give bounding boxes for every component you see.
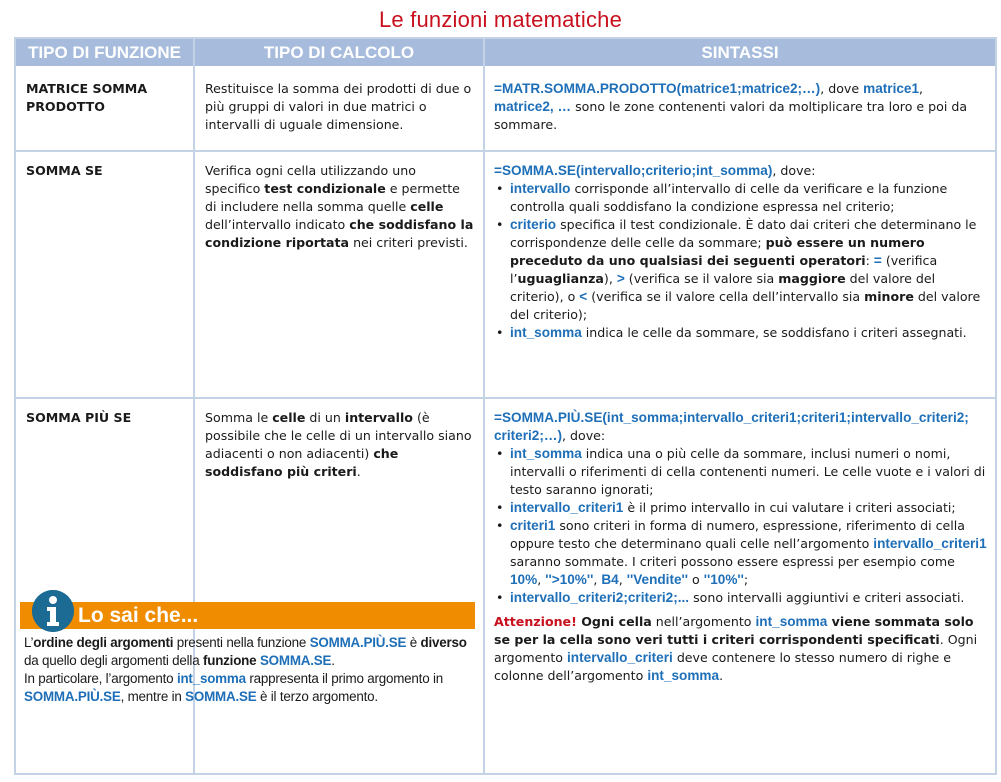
text: e permette di includere nella somma quelle — [205, 181, 460, 214]
argument-list — [494, 445, 989, 607]
syntax-cell — [494, 80, 989, 134]
formula: =SOMMA.PIÙ.SE(int_somma;intervallo_criteri1;criteri1;intervallo_criteri2; criteri2;…) — [494, 410, 969, 443]
emphasis: minore — [864, 289, 914, 304]
text: . — [331, 653, 335, 668]
list-item — [494, 499, 989, 517]
example: ''>10%'' — [545, 572, 594, 587]
function-ref: SOMMA.PIÙ.SE — [24, 689, 121, 704]
text: , — [618, 572, 627, 587]
row-divider — [16, 150, 995, 152]
text: ; — [743, 572, 749, 587]
argument: criterio — [510, 217, 557, 232]
example: 10% — [510, 572, 538, 587]
text: . — [719, 668, 724, 683]
text: , — [593, 572, 602, 587]
warning-label: Attenzione! — [494, 614, 577, 629]
argument: intervallo_criteri — [567, 650, 673, 665]
emphasis: che soddisfano la condizione riportata — [205, 217, 474, 250]
text: Somma le — [205, 410, 273, 425]
text: (è possibile che le celle di un intervallo siano adiacenti o non adiacenti) — [205, 410, 472, 461]
formula: =SOMMA.SE(intervallo;criterio;int_somma) — [494, 163, 773, 178]
list-item — [494, 589, 989, 607]
syntax-cell — [494, 162, 989, 342]
example: ''Vendite'' — [626, 572, 689, 587]
text: corrisponde all’intervallo di celle da verificare e la funzione controlla quali soddisfano la condizione espressa nel criterio; — [510, 181, 948, 214]
text: da quello degli argomenti della — [24, 653, 203, 668]
text: indica le celle da sommare, se soddisfano i criteri assegnati. — [581, 325, 967, 340]
text: dell’intervallo indicato — [205, 217, 350, 232]
table-header — [16, 39, 995, 66]
emphasis: viene sommata solo se per la cella sono veri tutti i criteri corrispondenti specificati — [494, 614, 974, 647]
list-item — [494, 180, 989, 216]
emphasis: maggiore — [778, 271, 846, 286]
emphasis: uguaglianza — [517, 271, 604, 286]
text: del valore del criterio), o — [510, 271, 936, 304]
text: nell’argomento — [651, 614, 756, 629]
info-icon — [32, 590, 74, 632]
emphasis: Ogni cella — [576, 614, 652, 629]
text: (verifica se il valore cella dell’intervallo sia — [587, 289, 865, 304]
text: deve contenere lo stesso numero di righe e colonne dell’argomento — [494, 650, 951, 683]
argument: int_somma — [510, 325, 582, 340]
text: sono criteri in forma di numero, espressione, riferimento di cella oppure testo che determinano quali celle nell’argomento — [510, 518, 966, 551]
text: è — [406, 635, 421, 650]
text: indica una o più celle da sommare, inclusi numeri o nomi, intervalli o riferimenti di cella contenenti numeri. Le celle vuote e i valori di testo saranno ignorati; — [510, 446, 986, 497]
text: è il primo intervallo in cui valutare i criteri associati; — [623, 500, 956, 515]
emphasis: può essere un numero preceduto da uno qualsiasi dei seguenti operatori — [510, 235, 925, 268]
emphasis: ordine degli argomenti — [33, 635, 174, 650]
argument: intervallo_criteri2;criteri2;... — [510, 590, 690, 605]
operator: > — [616, 271, 625, 286]
header-syntax: SINTASSI — [701, 43, 779, 62]
calculation-cell — [205, 409, 475, 481]
text: In particolare, l’argomento — [24, 671, 177, 686]
function-type-cell: SOMMA PIÙ SE — [26, 410, 132, 425]
text: , — [537, 572, 546, 587]
text: saranno sommate. I criteri possono essere espressi per esempio come — [510, 554, 955, 569]
argument: matrice1 — [863, 81, 920, 96]
emphasis: celle — [410, 199, 444, 214]
formula: =MATR.SOMMA.PRODOTTO(matrice1;matrice2;…) — [494, 81, 821, 96]
callout-paragraph — [24, 670, 476, 706]
text: L’ — [24, 635, 34, 650]
argument: matrice2, … — [494, 99, 572, 114]
argument: int_somma — [647, 668, 720, 683]
list-item — [494, 445, 989, 499]
emphasis: funzione — [202, 653, 257, 668]
text: , dove: — [772, 163, 816, 178]
emphasis: diverso — [420, 635, 467, 650]
header-function-type: TIPO DI FUNZIONE — [28, 43, 181, 62]
argument-list — [494, 180, 989, 342]
argument: intervallo — [510, 181, 571, 196]
syntax-cell — [494, 409, 989, 685]
calculation-cell: Restituisce la somma dei prodotti di due o più gruppi di valori in due matrici o intervalli di uguale dimensione. — [205, 81, 472, 132]
text: . Ogni argomento — [494, 632, 978, 665]
function-type-cell: MATRICE SOMMA PRODOTTO — [26, 81, 148, 114]
function-type-cell: SOMMA SE — [26, 163, 103, 178]
argument: intervallo_criteri1 — [873, 536, 987, 551]
text: Verifica ogni cella utilizzando uno specifico — [205, 163, 416, 196]
text: , dove: — [562, 428, 606, 443]
header-calculation-type: TIPO DI CALCOLO — [263, 43, 415, 62]
text: (verifica l’ — [510, 253, 938, 286]
text: sono le zone contenenti valori da moltiplicare tra loro e poi da sommare. — [494, 99, 968, 132]
list-item — [494, 517, 989, 589]
example: B4 — [601, 572, 619, 587]
text: , mentre in — [120, 689, 186, 704]
emphasis: celle — [272, 410, 306, 425]
text: di un — [305, 410, 345, 425]
argument: int_somma — [510, 446, 582, 461]
callout-body — [24, 634, 476, 706]
text: presenti nella funzione — [173, 635, 310, 650]
text: o — [688, 572, 704, 587]
warning-note — [494, 613, 989, 685]
emphasis: test condizionale — [264, 181, 386, 196]
text: : — [865, 253, 874, 268]
text: , dove — [820, 81, 864, 96]
text: (verifica se il valore sia — [624, 271, 779, 286]
text: specifica il test condizionale. È dato dai criteri che determinano le corrispondenze delle celle da sommare; — [510, 217, 977, 250]
emphasis: intervallo — [344, 410, 413, 425]
argument: int_somma — [755, 614, 828, 629]
text: sono intervalli aggiuntivi e criteri associati. — [689, 590, 965, 605]
text: nei criteri previsti. — [349, 235, 468, 250]
function-ref: SOMMA.SE — [185, 689, 257, 704]
text: rappresenta il primo argomento in — [245, 671, 443, 686]
page-title: Le funzioni matematiche — [378, 7, 623, 32]
callout-heading: Lo sai che... — [78, 604, 199, 627]
text: . — [356, 464, 361, 479]
argument: intervallo_criteri1 — [510, 500, 624, 515]
text: , — [919, 81, 924, 96]
function-ref: SOMMA.PIÙ.SE — [309, 635, 407, 650]
example: ''10%'' — [703, 572, 744, 587]
text: è il terzo argomento. — [256, 689, 378, 704]
text: del valore del criterio); — [510, 289, 981, 322]
operator: = — [873, 253, 882, 268]
function-ref: SOMMA.SE — [259, 653, 332, 668]
row-divider — [16, 397, 995, 399]
emphasis: che soddisfano più criteri — [205, 446, 399, 479]
list-item — [494, 324, 989, 342]
callout-paragraph — [24, 634, 476, 670]
argument: int_somma — [176, 671, 246, 686]
argument: criteri1 — [510, 518, 556, 533]
text: ), — [603, 271, 617, 286]
operator: < — [579, 289, 588, 304]
calculation-cell — [205, 162, 475, 252]
list-item — [494, 216, 989, 324]
